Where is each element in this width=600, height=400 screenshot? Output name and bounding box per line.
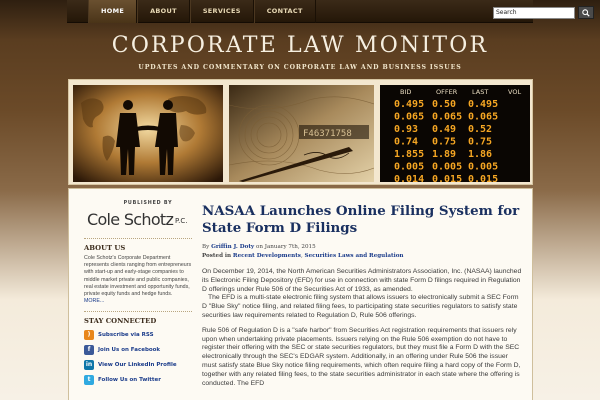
- paragraph-2: The EFD is a multi-state electronic filing system that allows issuers to electronically submit a SEC Form D "Blue Sky" notice filing, and related filing fees, to participating state securities regulators to satisfy state securities law requirements related to Regulation D, Rule 506 offerings.: [202, 294, 519, 319]
- ticker-value: 0.005: [394, 161, 425, 173]
- byline-prefix: By: [202, 244, 210, 250]
- article-body: [202, 268, 522, 388]
- stay-connected-heading: STAY CONNECTED: [84, 311, 192, 325]
- ticker-header: BID: [400, 88, 412, 96]
- cole-schotz-logo[interactable]: [84, 210, 192, 232]
- ticker-header: LAST: [472, 88, 489, 96]
- ticker-value: 1.89: [432, 149, 457, 160]
- author-link[interactable]: Griffin J. Doty: [211, 244, 255, 250]
- rss-icon: ): [84, 330, 94, 340]
- social-link-label: View Our LinkedIn Profile: [98, 361, 177, 368]
- facebook-icon: f: [84, 345, 94, 355]
- ticker-value: 0.75: [432, 136, 457, 148]
- paragraph-1: On December 19, 2014, the North American Securities Administrators Association, Inc. (NASAA) launched its Electronic Filing Depository (EFD) for use in connection with state Form D filings required in Regulation D offerings under Rule 506 of the Securities Act of 1933, as amended.: [202, 268, 522, 293]
- paragraph-3: Rule 506 of Regulation D is a "safe harbor" from Securities Act registration requirements that issuers rely upon when undertaking private placements. Issuers relying on the Rule 506 exemption do not have to register their offering with the SEC or state securities regulators, but they must file a Form D with the SEC electronically through the SEC's EDGAR system. Additionally, in an offering under Rule 506 the issuer must satisfy state Blue Sky notice filing requirements, which often require filing a hard copy of the Form D, together with any related filing fees, to the state securities administrator in each state where the offering is conducted. The EFD: [202, 326, 521, 387]
- ticker-value: 0.74: [394, 136, 419, 148]
- ticker-value: 0.495: [468, 99, 499, 110]
- social-link-facebook[interactable]: [84, 344, 192, 355]
- logo-suffix-text: P.C.: [175, 217, 188, 225]
- about-text: [84, 255, 192, 305]
- nav-services[interactable]: SERVICES: [190, 0, 254, 23]
- published-by-label: PUBLISHED BY: [123, 201, 173, 206]
- article-meta: By Griffin J. Doty on January 7th, 2015 Posted in Recent Developments, Securities Laws and Regulation: [202, 244, 404, 259]
- site-tagline: UPDATES AND COMMENTARY ON CORPORATE LAW AND BUSINESS ISSUES: [138, 64, 462, 71]
- social-link-label: Follow Us on Twitter: [98, 376, 161, 383]
- category-link-recent[interactable]: Recent Developments: [232, 252, 301, 259]
- logo-main-text: Cole Schotz: [87, 210, 174, 229]
- ticker-value: 0.015: [468, 174, 499, 182]
- ticker-value: 1.86: [468, 149, 493, 160]
- about-body: Cole Schotz's Corporate Department represents clients ranging from entrepreneurs with start-up and early-stage companies to middle market private and public companies, real estate investment and opportunity funds, private equity funds and hedge funds.: [84, 255, 192, 298]
- social-links: [84, 329, 192, 385]
- ticker-value: 0.52: [468, 124, 493, 135]
- search-input[interactable]: [493, 7, 575, 19]
- about-heading: ABOUT US: [84, 238, 192, 252]
- main-content: [68, 188, 533, 400]
- ticker-value: 0.005: [468, 161, 499, 173]
- nav-contact[interactable]: CONTACT: [254, 0, 316, 23]
- ticker-value: 0.93: [394, 124, 419, 135]
- sidebar: [84, 201, 192, 385]
- category-link-securities[interactable]: Securities Laws and Regulation: [304, 252, 404, 259]
- linkedin-icon: in: [85, 361, 93, 369]
- nav-about[interactable]: ABOUT: [137, 0, 190, 23]
- ticker-value: 1.855: [394, 149, 425, 160]
- search-icon: [582, 9, 590, 17]
- ticker-value: 0.065: [432, 111, 463, 123]
- twitter-icon: t: [84, 375, 94, 385]
- nav-home[interactable]: HOME: [88, 0, 137, 23]
- ticker-value: 0.015: [432, 174, 463, 182]
- ticker-header: VOL: [508, 88, 522, 96]
- social-link-rss[interactable]: [84, 329, 192, 340]
- search-box: [493, 6, 594, 19]
- social-link-label: Subscribe via RSS: [98, 331, 154, 338]
- social-link-linkedin[interactable]: [84, 359, 192, 370]
- header-banner: [68, 79, 533, 185]
- post-date: on January 7th, 2015: [255, 244, 316, 250]
- svg-text:F46371758: F46371758: [303, 129, 352, 139]
- ticker-value: 0.49: [432, 124, 457, 135]
- banner-ticker-image: [380, 85, 530, 182]
- about-more-link[interactable]: MORE...: [84, 298, 105, 305]
- ticker-value: 0.014: [394, 174, 425, 182]
- site-title[interactable]: CORPORATE LAW MONITOR: [111, 33, 489, 58]
- ticker-value: 0.065: [468, 111, 499, 123]
- ticker-value: 0.495: [394, 99, 425, 110]
- ticker-value: 0.065: [394, 111, 425, 123]
- social-link-twitter[interactable]: [84, 374, 192, 385]
- social-link-label: Join Us on Facebook: [98, 346, 161, 353]
- banner-handshake-image: [73, 85, 223, 182]
- ticker-value: 0.75: [468, 136, 493, 148]
- article-title[interactable]: NASAA Launches Online Filing System for State Form D Filings: [202, 203, 520, 236]
- ticker-header: OFFER: [436, 88, 458, 96]
- main-nav: [88, 0, 316, 23]
- banner-currency-image: [229, 85, 374, 182]
- ticker-value: 0.005: [432, 161, 463, 173]
- ticker-value: 0.50: [432, 99, 457, 110]
- top-nav-bar: [67, 0, 533, 23]
- article: [202, 203, 522, 394]
- posted-in-label: Posted in: [202, 252, 232, 259]
- search-button[interactable]: [578, 6, 594, 19]
